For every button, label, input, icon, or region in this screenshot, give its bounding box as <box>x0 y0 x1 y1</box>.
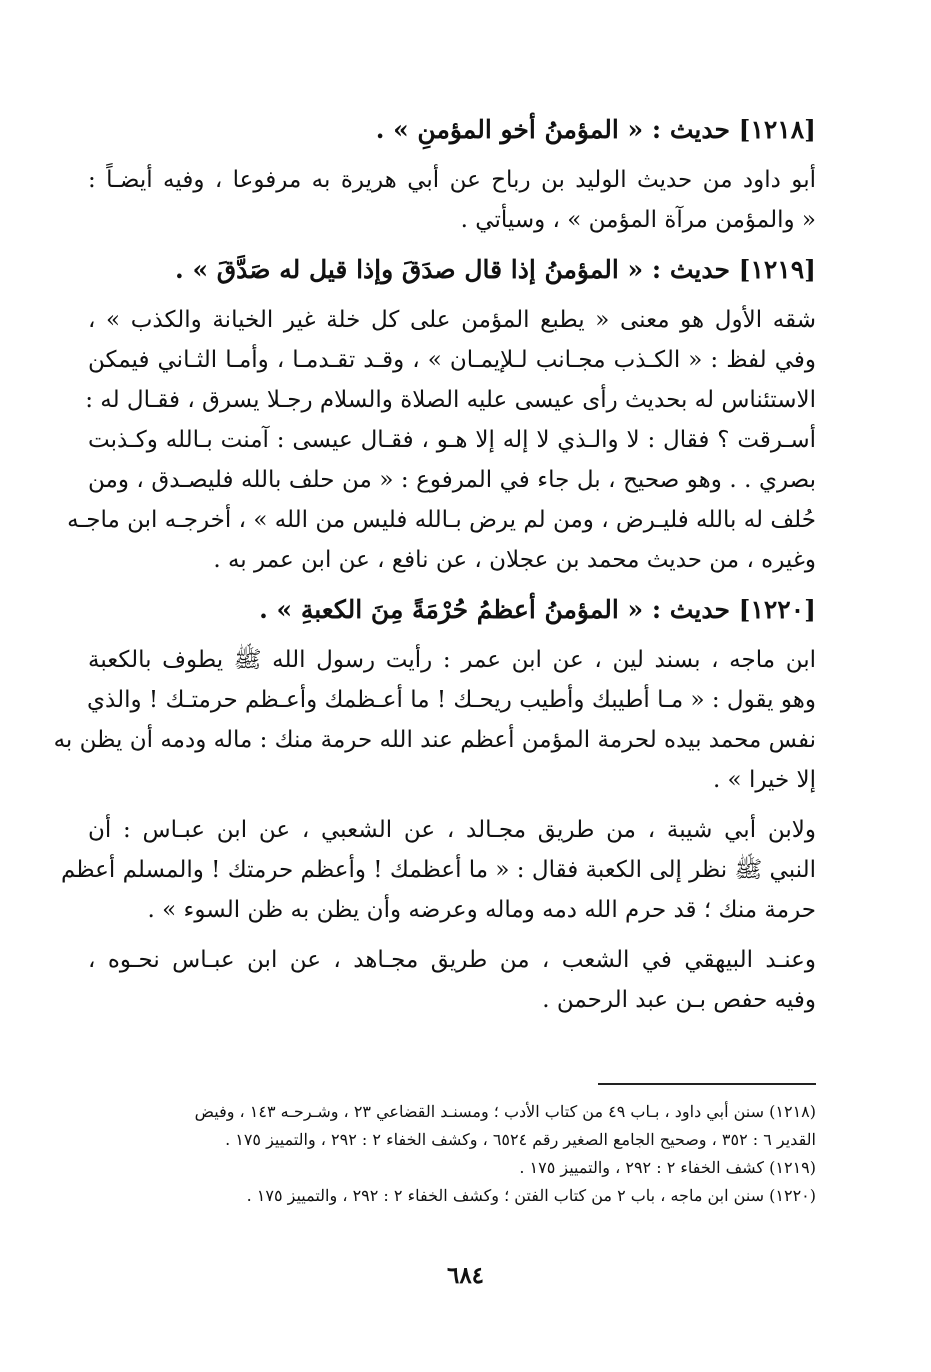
text-line: وهو يقول : « مـا أطيبك وأطيب ريحـك ! ما أعـظمك وأعـظم حرمتـك ! والذي <box>87 687 816 713</box>
text-line: حرمة منك ؛ قد حرم الله دمه وماله وعرضه وأن يظن به ظن السوء » . <box>147 897 816 923</box>
page-number: ٦٨٤ <box>446 1262 485 1289</box>
text-line: وفيه حفص بـن عبد الرحمن . <box>542 987 816 1013</box>
footnote-line: (١٢٢٠) سنن ابن ماجه ، باب ٢ من كتاب الفتن ؛ وكشف الخفاء ٢ : ٢٩٢ ، والتمييز ١٧٥ . <box>246 1186 816 1205</box>
hadith-heading-1218: [١٢١٨] حديث : « المؤمنُ أخو المؤمنِ » . <box>375 115 816 144</box>
text-line: ولابن أبي شيبة ، من طريق مجـالد ، عن الشعبي ، عن ابن عبـاس : أن <box>88 817 816 843</box>
text-line: « والمؤمن مرآة المؤمن » ، وسيأتي . <box>460 207 816 233</box>
commentary-1220-bayhaqi <box>88 940 816 1020</box>
footnote-line: (١٢١٩) كشف الخفاء ٢ : ٢٩٢ ، والتمييز ١٧٥ . <box>519 1158 816 1177</box>
hadith-heading-1219: [١٢١٩] حديث : « المؤمنُ إذا قال صدَقَ وإذا قيل له صَدَّقَ » . <box>175 255 816 284</box>
text-line: حُلف له بالله فليـرض ، ومن لم يرض بـالله فليس من الله » ، أخرجـه ابن ماجـه <box>67 507 816 533</box>
text-line: ابن ماجه ، بسند لين ، عن ابن عمر : رأيت رسول الله ﷺ يطوف بالكعبة <box>88 647 816 673</box>
text-line: وعنـد البيهقي في الشعب ، من طريق مجـاهد ، عن ابن عبـاس نحـوه ، <box>88 947 816 973</box>
text-line: وفي لفظ : « الكـذب مجـانب لـلإيمـان » ، وقـد تقـدمـا ، وأمـا الثـاني فيمكن <box>88 347 816 373</box>
commentary-1218 <box>88 160 816 240</box>
text-line: إلا خيرا » . <box>712 767 816 793</box>
page-body <box>53 110 816 1030</box>
text-line: بصري . . وهو صحيح ، بل جاء في المرفوع : « من حلف بالله فليصـدق ، ومن <box>88 467 816 493</box>
footnote-line: القدير ٦ : ٣٥٢ ، وصحيح الجامع الصغير رقم ٦٥٢٤ ، وكشف الخفاء ٢ : ٢٩٢ ، والتمييز ١٧٥ . <box>225 1130 816 1149</box>
commentary-1219 <box>67 300 816 580</box>
hadith-heading-1220: [١٢٢٠] حديث : « المؤمنُ أعظمُ حُرْمَةً مِنَ الكعبةِ » . <box>259 595 816 624</box>
text-line: وغيره ، من حديث محمد بن عجلان ، عن نافع ، عن ابن عمر به . <box>213 547 816 573</box>
text-line: نفس محمد بيده لحرمة المؤمن أعظم عند الله حرمة منك : ماله ودمه أن يظن به <box>53 727 816 753</box>
footnote-divider <box>598 1083 816 1085</box>
footnotes <box>88 1098 816 1210</box>
commentary-1220 <box>53 640 816 800</box>
text-line: أسـرقت ؟ فقال : لا والـذي لا إله إلا هـو ، فقـال عيسى : آمنت بـالله وكـذبت <box>88 427 816 453</box>
commentary-1220-ibn-abi-shayba <box>60 810 816 930</box>
text-line: شقه الأول هو معنى « يطبع المؤمن على كل خلة غير الخيانة والكذب » ، <box>88 307 816 333</box>
footnote-line: (١٢١٨) سنن أبي داود ، بـاب ٤٩ من كتاب الأدب ؛ ومسنـد القضاعي ٢٣ ، وشـرحـه ١٤٣ ، وفيض <box>194 1102 816 1121</box>
text-line: أبو داود من حديث الوليد بن رباح عن أبي هريرة به مرفوعا ، وفيه أيضـاً : <box>88 167 816 193</box>
text-line: الاستئناس له بحديث رأى عيسى عليه الصلاة والسلام رجـلا يسرق ، فقـال له : <box>85 387 816 413</box>
text-line: النبي ﷺ نظر إلى الكعبة فقال : « ما أعظمك ! وأعظم حرمتك ! والمسلم أعظم <box>60 857 816 883</box>
